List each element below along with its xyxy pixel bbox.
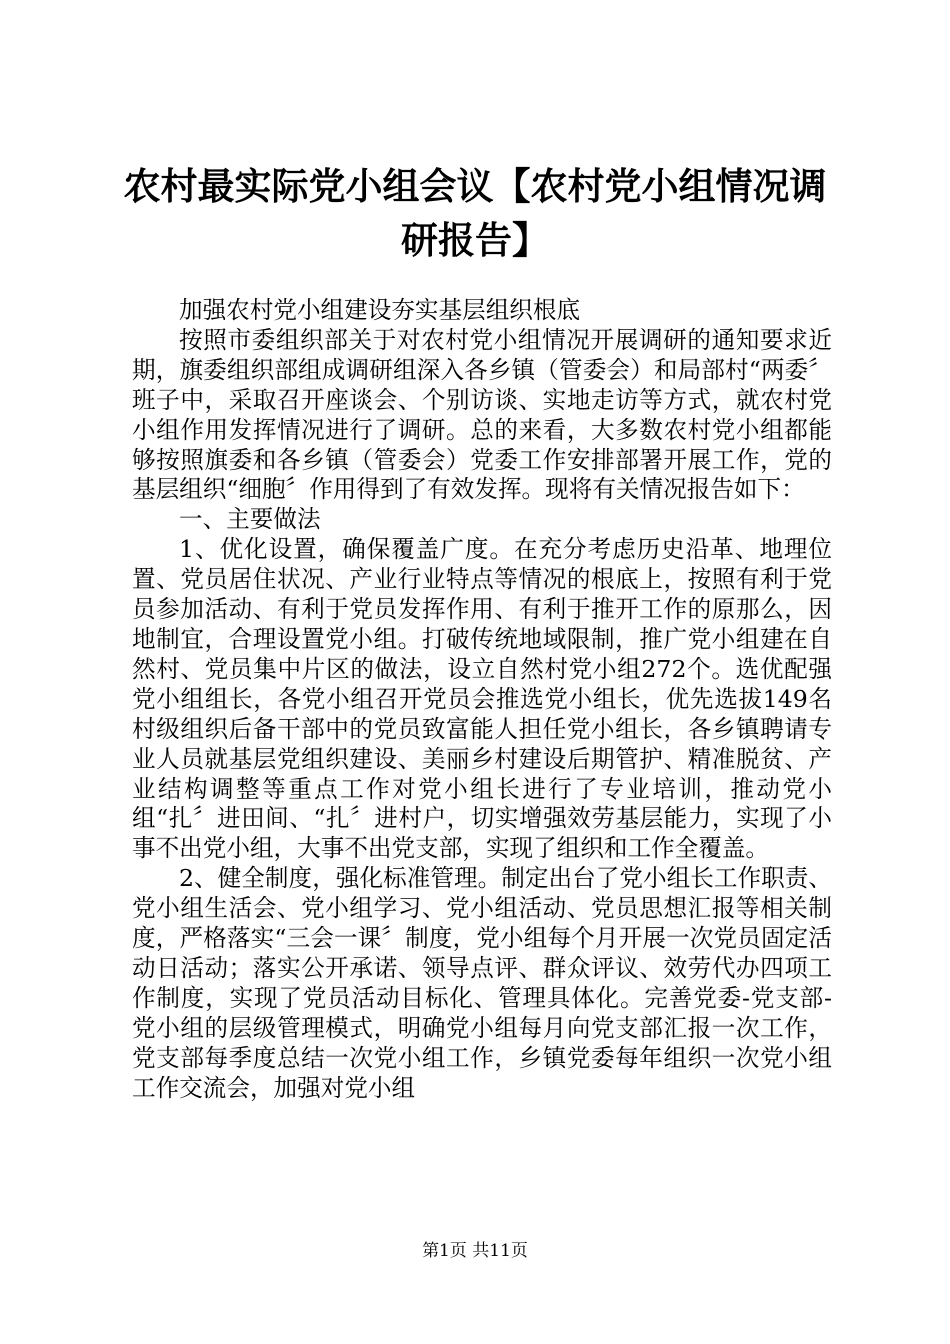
document-title: 农村最实际党小组会议【农村党小组情况调研报告】 <box>123 165 827 262</box>
section-heading: 一、主要做法 <box>179 505 321 534</box>
paragraph-item-2: 2、健全制度，强化标准管理。制定出台了党小组长工作职责、党小组生活会、党小组学习、党小组活动、党员思想汇报等相关制度，严格落实“三会一课〞制度，党小组每个月开展一次党员固定活动日活动；落实公开承诺、领导点评、群众评议、效劳代办四项工作制度，实现了党员活动目标化、管理具体化。完善党委-党支部-党小组的层级管理模式，明确党小组每月向党支部汇报一次工作，党支部每季度总结一次党小组工作，乡镇党委每年组织一次党小组工作交流会，加强对党小组 <box>132 864 832 1102</box>
document-body <box>132 296 832 1103</box>
paragraph-item-1: 1、优化设置，确保覆盖广度。在充分考虑历史沿革、地理位置、党员居住状况、产业行业特点等情况的根底上，按照有利于党员参加活动、有利于党员发挥作用、有利于推开工作的原那么，因地制宜，合理设置党小组。打破传统地域限制，推广党小组建在自然村、党员集中片区的做法，设立自然村党小组272个。选优配强党小组组长，各党小组召开党员会推选党小组长，优先选拔149名村级组织后备干部中的党员致富能人担任党小组长，各乡镇聘请专业人员就基层党组织建设、美丽乡村建设后期管护、精准脱贫、产业结构调整等重点工作对党小组长进行了专业培训，推动党小组“扎〞进田间、“扎〞进村户，切实增强效劳基层能力，实现了小事不出党小组，大事不出党支部，实现了组织和工作全覆盖。 <box>132 535 832 863</box>
paragraph-subtitle: 加强农村党小组建设夯实基层组织根底 <box>179 296 581 324</box>
paragraph-intro: 按照市委组织部关于对农村党小组情况开展调研的通知要求近期，旗委组织部组成调研组深入各乡镇（管委会）和局部村“两委〞班子中，采取召开座谈会、个别访谈、实地走访等方式，就农村党小组作用发挥情况进行了调研。总的来看，大多数农村党小组都能够按照旗委和各乡镇（管委会）党委工作安排部署开展工作，党的基层组织“细胞〞作用得到了有效发挥。现将有关情况报告如下： <box>132 325 832 504</box>
page-footer: 第1页 共11页 <box>422 1241 528 1261</box>
